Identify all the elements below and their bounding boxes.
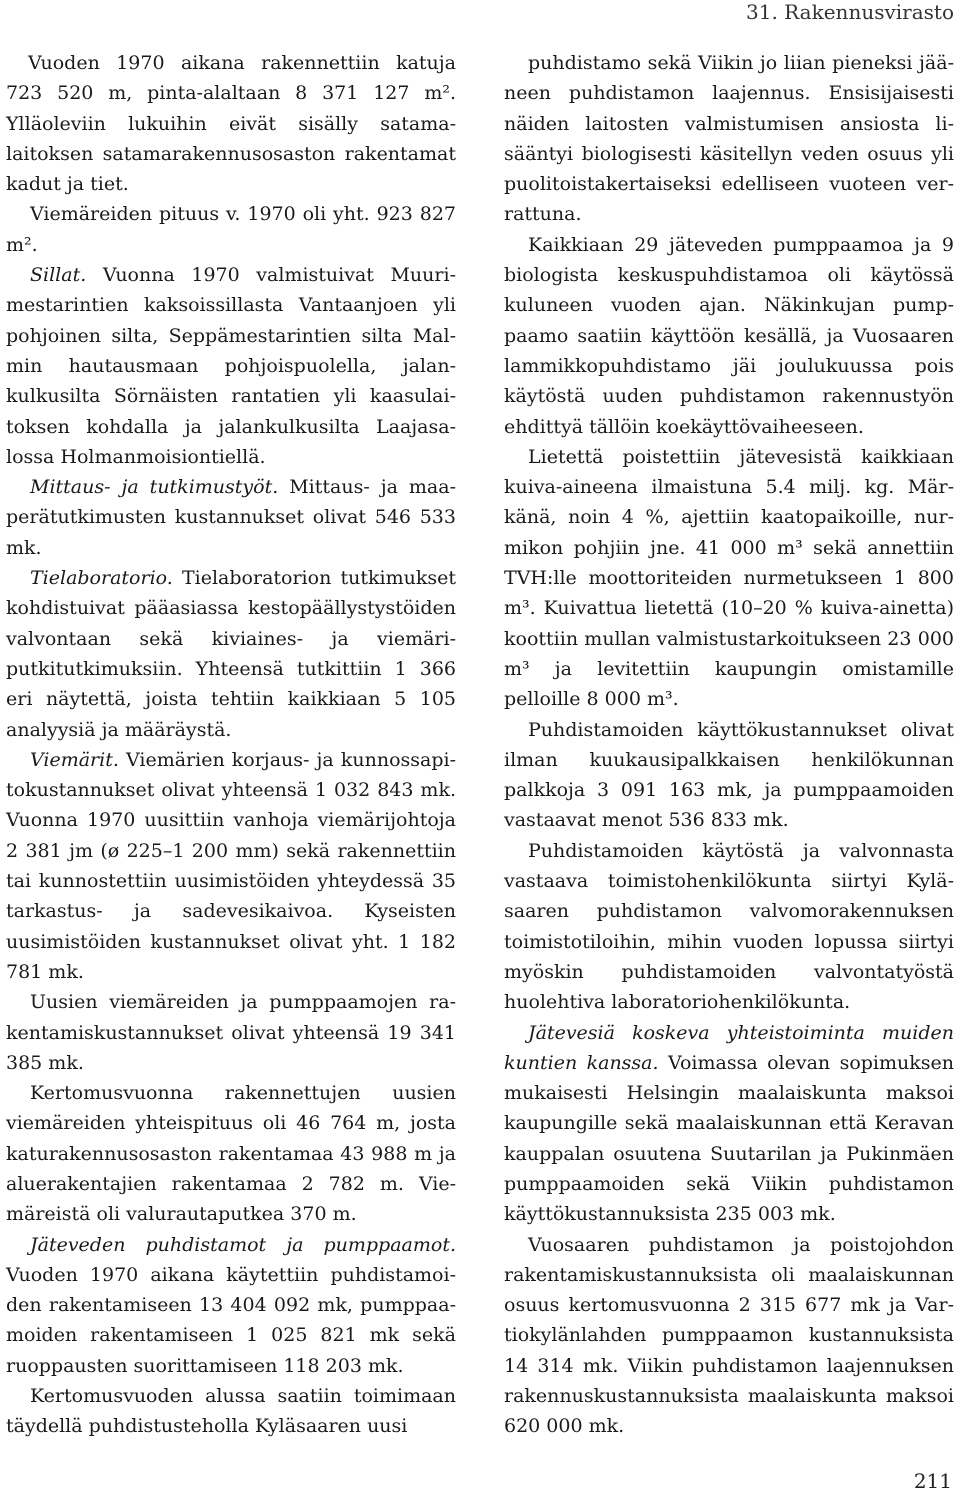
paragraph <box>6 199 456 260</box>
paragraph-text: Tielaboratorion tutkimukset kohdistuivat pääasiassa kestopäällystystöiden valvontaan sekä kiviaines- ja viemäriputkitutkimuksiin. Yhteensä tutkittiin 1 366 eri näytettä, joista tehtiin kaikkiaan 5 105 analyysiä ja määräystä. <box>6 567 456 741</box>
paragraph-text: Viemäreiden pituus v. 1970 oli yht. 923 827 m². <box>6 203 456 256</box>
paragraph-text: Vuoden 1970 aikana rakennettiin katuja 723 520 m, pinta-alaltaan 8 371 127 m². Ylläoleviin lukuihin eivät sisälly satamalaitoksen satamarakennusosaston rakentamat kadut ja tiet. <box>6 52 456 196</box>
paragraph <box>6 745 456 987</box>
paragraph-text: Vuonna 1970 valmistuivat Muurimestarintien kaksoissillasta Vantaanjoen yli pohjoinen silta, Seppämestarintien silta Malmin hautausmaan pohjoispuolella, jalankulkusilta Sörnäisten rantatien yli kaasulaitoksen kohdalla ja jalankulkusilta Laajasalossa Holmanmoisiontiellä. <box>6 264 456 468</box>
paragraph <box>6 260 456 472</box>
paragraph-lead: Tielaboratorio. <box>30 567 173 590</box>
paragraph-text: Vuosaaren puhdistamon ja poistojohdon rakentamiskustannuksista oli maalaiskunnan osuus kertomusvuonna 2 315 677 mk ja Vartiokylänlahden pumppaamon kustannuksista 14 314 mk. Viikin puhdistamon laajennuksen rakennuskustannuksista maalaiskunta maksoi 620 000 mk. <box>504 1233 954 1438</box>
paragraph <box>504 442 954 715</box>
paragraph <box>6 987 456 1078</box>
paragraph <box>504 48 954 230</box>
paragraph-text: puhdistamo sekä Viikin jo liian pieneksi jääneen puhdistamon laajennus. Ensisijaisesti näiden laitosten valmistumisen ansiosta lisääntyi biologisesti käsitellyn veden osuus yli puolitoistakertaiseksi edelliseen vuoteen verrattuna. <box>504 52 954 226</box>
page-header: 31. Rakennusvirasto <box>746 0 954 24</box>
left-column <box>6 48 456 1442</box>
paragraph-lead: Sillat. <box>30 264 87 287</box>
paragraph <box>504 715 954 836</box>
paragraph <box>6 1078 456 1229</box>
paragraph <box>504 836 954 1018</box>
paragraph-text: Voimassa olevan sopimuksen mukaisesti Helsingin maalaiskunta maksoi kaupungille sekä maalaiskunnan että Keravan kauppalan osuutena Suutarilan ja Pukinmäen pumppaamoiden sekä Viikin puhdistamon käyttökustannuksista 235 003 mk. <box>504 1051 954 1226</box>
paragraph-lead: Jätevesiä koskeva yhteistoiminta muiden kuntien kanssa. <box>504 1021 954 1074</box>
paragraph <box>6 563 456 745</box>
paragraph <box>504 1230 954 1442</box>
paragraph-text: Lietettä poistettiin jätevesistä kaikkiaan kuiva-aineena ilmaistuna 5.4 milj. kg. Märkänä, noin 4 %, ajettiin kaatopaikoille, nurmikon pohjiin jne. 41 000 m³ sekä annettiin TVH:lle moottoriteiden nurmetukseen 1 800 m³. Kuivattua lietettä (10–20 % kuiva-ainetta) koottiin mullan valmistustarkoitukseen 23 000 m³ ja levitettiin kaupungin omistamille pelloille 8 000 m³. <box>504 445 954 711</box>
paragraph <box>504 230 954 442</box>
paragraph-text: Viemärien korjaus- ja kunnossapitokustannukset olivat yhteensä 1 032 843 mk. Vuonna 1970 uusittiin vanhoja viemärijohtoja 2 381 jm (ø 225–1 200 mm) sekä rakennettiin tai kunnostettiin uusimistöiden yhteydessä 35 tarkastus- ja sadevesikaivoa. Kyseisten uusimistöiden kustannukset olivat yht. 1 182 781 mk. <box>6 748 456 983</box>
page-number: 211 <box>913 1469 952 1493</box>
paragraph <box>6 1381 456 1442</box>
paragraph <box>6 472 456 563</box>
right-column <box>504 48 954 1442</box>
paragraph-text: Mittaus- ja maaperätutkimusten kustannukset olivat 546 533 mk. <box>6 476 456 559</box>
paragraph-text: Kaikkiaan 29 jäteveden pumppaamoa ja 9 biologista keskuspuhdistamoa oli käytössä kuluneen vuoden ajan. Näkinkujan pumppaamo saatiin käyttöön kesällä, ja Vuosaaren lammikkopuhdistamo jäi joulukuussa pois käytöstä uuden puhdistamon rakennustyön ehdittyä tällöin koekäyttövaiheeseen. <box>504 233 954 438</box>
paragraph-text: Puhdistamoiden käytöstä ja valvonnasta vastaava toimistohenkilökunta siirtyi Kyläsaaren puhdistamon valvomorakennuksen toimistotiloihin, mihin vuoden lopussa siirtyi myöskin puhdistamoiden valvontatyöstä huolehtiva laboratoriohenkilökunta. <box>504 839 954 1014</box>
paragraph-text: Uusien viemäreiden ja pumppaamojen rakentamiskustannukset olivat yhteensä 19 341 385 mk. <box>6 991 456 1074</box>
paragraph <box>6 1230 456 1381</box>
paragraph-text: Vuoden 1970 aikana käytettiin puhdistamoiden rakentamiseen 13 404 092 mk, pumppaamoiden rakentamiseen 1 025 821 mk sekä ruoppausten suorittamiseen 118 203 mk. <box>6 1263 456 1377</box>
paragraph <box>504 1018 954 1230</box>
paragraph-text: Kertomusvuoden alussa saatiin toimimaan täydellä puhdistusteholla Kyläsaaren uusi <box>6 1385 456 1438</box>
paragraph-text: Puhdistamoiden käyttökustannukset olivat ilman kuukausipalkkaisen henkilökunnan palkkoja 3 091 163 mk, ja pumppaamoiden vastaavat menot 536 833 mk. <box>504 718 954 832</box>
paragraph-lead: Mittaus- ja tutkimustyöt. <box>30 476 279 499</box>
paragraph-lead: Jäteveden puhdistamot ja pumppaamot. <box>30 1233 456 1256</box>
paragraph-text: Kertomusvuonna rakennettujen uusien viemäreiden yhteispituus oli 46 764 m, josta katurakennusosaston rakentamaa 43 988 m ja aluerakentajien rakentamaa 2 782 m. Viemäreistä oli valurautaputkea 370 m. <box>6 1082 456 1226</box>
paragraph <box>6 48 456 199</box>
paragraph-lead: Viemärit. <box>30 748 119 771</box>
